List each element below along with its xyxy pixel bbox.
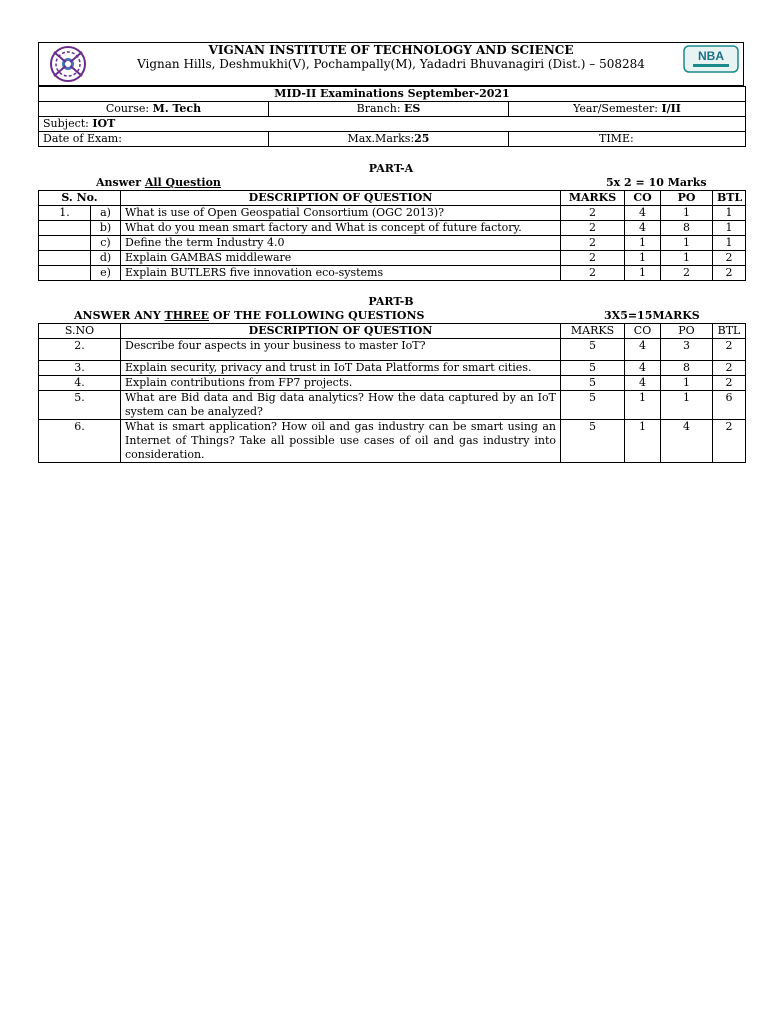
co-value: 1: [625, 266, 661, 281]
co-value: 4: [625, 221, 661, 236]
sub-question-label: e): [91, 266, 121, 281]
sub-question-label: d): [91, 251, 121, 266]
co-value: 1: [625, 251, 661, 266]
question-number: 4.: [39, 376, 121, 391]
po-value: 3: [661, 339, 713, 361]
table-row: [39, 376, 746, 391]
year-cell: [509, 102, 746, 117]
table-row: [39, 251, 746, 266]
question-number: [39, 236, 91, 251]
date-of-exam: Date of Exam:: [39, 132, 269, 147]
question-number: [39, 221, 91, 236]
question-text: Explain security, privacy and trust in IoT Data Platforms for smart cities.: [121, 361, 561, 376]
marks-value: 5: [561, 391, 625, 420]
branch-label: Branch:: [356, 102, 405, 115]
year-label: Year/Semester:: [573, 102, 662, 115]
marks-value: 5: [561, 420, 625, 463]
marks-value: 5: [561, 361, 625, 376]
max-marks-label: Max.Marks:: [347, 132, 415, 145]
col-header-marks: MARKS: [561, 324, 625, 339]
part-a-title: PART-A: [368, 162, 414, 175]
time-cell: [509, 132, 746, 147]
year-value: I/II: [661, 102, 681, 115]
part-b-title: PART-B: [368, 295, 414, 308]
col-header-sno: S.NO: [39, 324, 121, 339]
part-a-instruction-prefix: Answer: [96, 176, 145, 189]
course-value: M. Tech: [152, 102, 202, 115]
btl-value: 6: [713, 391, 746, 420]
table-row: [39, 391, 746, 420]
part-b-instruction-underlined: THREE: [164, 309, 210, 322]
co-value: 1: [625, 391, 661, 420]
exam-info-table: [38, 86, 746, 147]
question-text: What do you mean smart factory and What is concept of future factory.: [121, 221, 561, 236]
btl-value: 1: [713, 221, 746, 236]
table-row: [39, 236, 746, 251]
po-value: 1: [661, 251, 713, 266]
po-value: 8: [661, 361, 713, 376]
question-text: What are Bid data and Big data analytics? How the data captured by an IoT system can be analyzed?: [121, 391, 561, 420]
table-row: [39, 206, 746, 221]
question-number: 3.: [39, 361, 121, 376]
part-b-header-row: [39, 324, 746, 339]
co-value: 1: [625, 236, 661, 251]
col-header-btl: BTL: [713, 324, 746, 339]
col-header-po: PO: [661, 324, 713, 339]
part-a-marks-summary: 5x 2 = 10 Marks: [606, 176, 707, 189]
table-row: [39, 339, 746, 361]
col-header-co: CO: [625, 191, 661, 206]
part-a-instruction-underlined: All Question: [144, 176, 221, 189]
col-header-sno: S. No.: [39, 191, 121, 206]
marks-value: 5: [561, 376, 625, 391]
course-cell: [39, 102, 269, 117]
subject-label: Subject:: [43, 117, 93, 130]
vignan-logo-icon: [44, 44, 92, 84]
question-number: 2.: [39, 339, 121, 361]
sub-question-label: c): [91, 236, 121, 251]
marks-value: 2: [561, 266, 625, 281]
part-a-instruction: [96, 176, 221, 189]
sub-question-label: a): [91, 206, 121, 221]
po-value: 4: [661, 420, 713, 463]
question-number: [39, 266, 91, 281]
col-header-description: DESCRIPTION OF QUESTION: [121, 191, 561, 206]
btl-value: 2: [713, 266, 746, 281]
marks-value: 2: [561, 206, 625, 221]
po-value: 1: [661, 236, 713, 251]
marks-value: 5: [561, 339, 625, 361]
max-marks-cell: [269, 132, 509, 147]
btl-value: 2: [713, 361, 746, 376]
question-text: Define the term Industry 4.0: [121, 236, 561, 251]
btl-value: 1: [713, 206, 746, 221]
question-number: 5.: [39, 391, 121, 420]
time-label: TIME:: [599, 132, 634, 145]
question-number: 1.: [39, 206, 91, 221]
co-value: 1: [625, 420, 661, 463]
col-header-po: PO: [661, 191, 713, 206]
co-value: 4: [625, 206, 661, 221]
table-row: [39, 420, 746, 463]
table-row: [39, 361, 746, 376]
sub-question-label: b): [91, 221, 121, 236]
po-value: 8: [661, 221, 713, 236]
btl-value: 2: [713, 420, 746, 463]
question-text: What is smart application? How oil and gas industry can be smart using an Internet of Things? Take all possible use cases of oil and gas industry into consideration.: [121, 420, 561, 463]
part-b-marks-summary: 3X5=15MARKS: [604, 309, 700, 322]
co-value: 4: [625, 361, 661, 376]
part-b-instruction-suffix: OF THE FOLLOWING QUESTIONS: [209, 309, 425, 322]
part-b-instruction-prefix: ANSWER ANY: [74, 309, 165, 322]
part-b-table: [38, 323, 746, 463]
branch-cell: [269, 102, 509, 117]
co-value: 4: [625, 376, 661, 391]
exam-title: MID-II Examinations September-2021: [39, 87, 746, 102]
question-text: Explain BUTLERS five innovation eco-systems: [121, 266, 561, 281]
subject-value: IOT: [92, 117, 116, 130]
nba-logo-icon: [683, 45, 739, 73]
nba-logo-text: NBA: [698, 49, 724, 63]
col-header-description: DESCRIPTION OF QUESTION: [121, 324, 561, 339]
question-text: What is use of Open Geospatial Consortium (OGC 2013)?: [121, 206, 561, 221]
table-row: [39, 266, 746, 281]
question-text: Explain GAMBAS middleware: [121, 251, 561, 266]
btl-value: 2: [713, 251, 746, 266]
question-text: Explain contributions from FP7 projects.: [121, 376, 561, 391]
branch-value: ES: [404, 102, 421, 115]
part-b-instruction: [74, 309, 425, 322]
marks-value: 2: [561, 236, 625, 251]
col-header-marks: MARKS: [561, 191, 625, 206]
institute-address: Vignan Hills, Deshmukhi(V), Pochampally(M), Yadadri Bhuvanagiri (Dist.) – 508284: [137, 57, 645, 71]
subject-cell: [39, 117, 746, 132]
co-value: 4: [625, 339, 661, 361]
marks-value: 2: [561, 251, 625, 266]
po-value: 1: [661, 206, 713, 221]
question-text: Describe four aspects in your business to master IoT?: [121, 339, 561, 361]
course-label: Course:: [105, 102, 153, 115]
btl-value: 2: [713, 339, 746, 361]
po-value: 1: [661, 376, 713, 391]
question-number: 6.: [39, 420, 121, 463]
marks-value: 2: [561, 221, 625, 236]
question-number: [39, 251, 91, 266]
btl-value: 1: [713, 236, 746, 251]
institute-name: VIGNAN INSTITUTE OF TECHNOLOGY AND SCIENCE: [208, 43, 574, 57]
col-header-btl: BTL: [713, 191, 746, 206]
po-value: 2: [661, 266, 713, 281]
part-a-table: [38, 190, 746, 281]
btl-value: 2: [713, 376, 746, 391]
po-value: 1: [661, 391, 713, 420]
max-marks-value: 25: [414, 132, 430, 145]
part-a-header-row: [39, 191, 746, 206]
table-row: [39, 221, 746, 236]
col-header-co: CO: [625, 324, 661, 339]
